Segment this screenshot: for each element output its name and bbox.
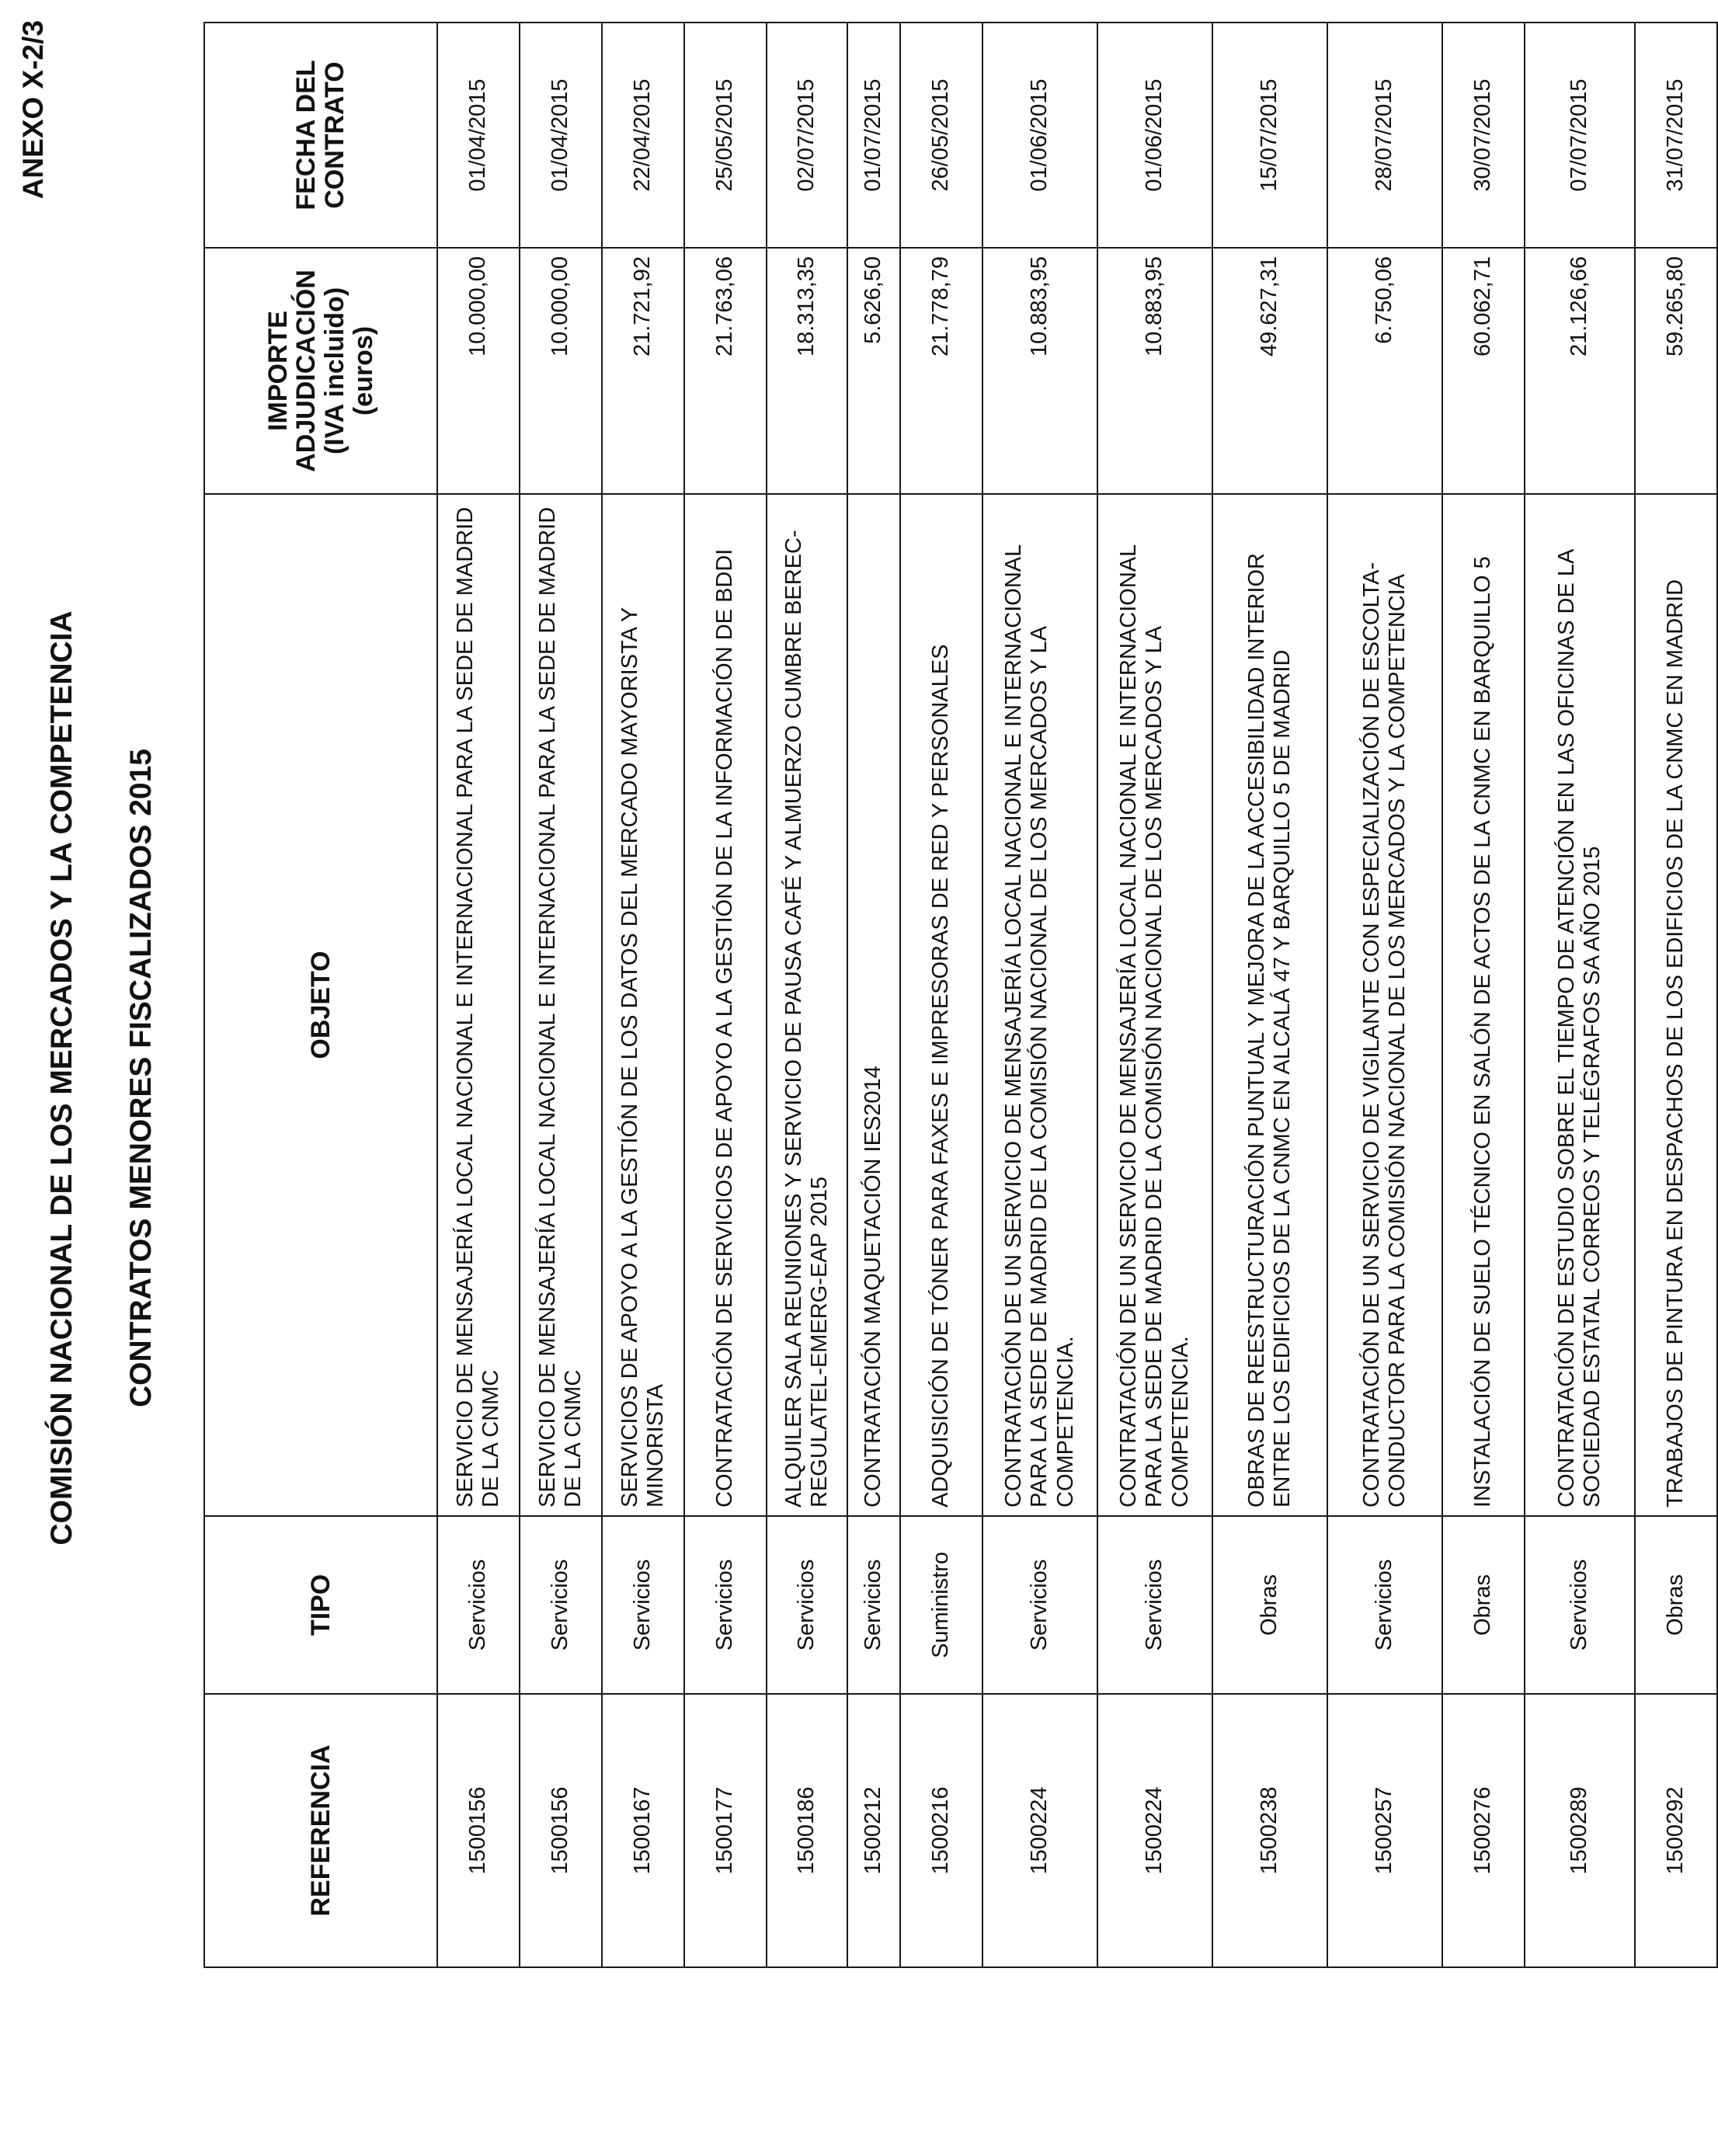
cell-objeto: ALQUILER SALA REUNIONES Y SERVICIO DE PAUSA CAFÉ Y ALMUERZO CUMBRE BEREC-REGULATEL-EMERG-EAP 2015 xyxy=(767,494,847,1516)
cell-importe: 10.000,00 xyxy=(520,248,602,494)
cell-objeto: INSTALACIÓN DE SUELO TÉCNICO EN SALÓN DE ACTOS DE LA CNMC EN BARQUILLO 5 xyxy=(1442,494,1525,1516)
cell-referencia: 1500276 xyxy=(1442,1694,1525,1967)
page-subtitle: CONTRATOS MENORES FISCALIZADOS 2015 xyxy=(124,749,158,1408)
table-row xyxy=(1097,23,1212,1967)
cell-referencia: 1500156 xyxy=(520,1694,602,1967)
cell-importe: 5.626,50 xyxy=(847,248,900,494)
cell-fecha: 25/05/2015 xyxy=(684,23,767,248)
cell-referencia: 1500238 xyxy=(1212,1694,1327,1967)
cell-referencia: 1500216 xyxy=(900,1694,982,1967)
cell-referencia: 1500186 xyxy=(767,1694,847,1967)
table-body xyxy=(437,23,1717,1967)
cell-tipo: Suministro xyxy=(900,1516,982,1694)
table-row xyxy=(684,23,767,1967)
cell-referencia: 1500167 xyxy=(602,1694,684,1967)
cell-tipo: Servicios xyxy=(602,1516,684,1694)
cell-importe: 59.265,80 xyxy=(1635,248,1717,494)
cell-objeto: CONTRATACIÓN DE UN SERVICIO DE VIGILANTE CON ESPECIALIZACIÓN DE ESCOLTA-CONDUCTOR PARA LA COMISIÓN NACIONAL DE LOS MERCADOS Y LA COMPETENCIA xyxy=(1327,494,1442,1516)
cell-importe: 21.126,66 xyxy=(1525,248,1635,494)
cell-tipo: Servicios xyxy=(684,1516,767,1694)
cell-objeto: CONTRATACIÓN DE UN SERVICIO DE MENSAJERÍA LOCAL NACIONAL E INTERNACIONAL PARA LA SEDE DE MADRID DE LA COMISIÓN NACIONAL DE LOS MERCADOS Y LA COMPETENCIA. xyxy=(1097,494,1212,1516)
cell-tipo: Obras xyxy=(1442,1516,1525,1694)
table-row xyxy=(1525,23,1635,1967)
cell-referencia: 1500224 xyxy=(982,1694,1097,1967)
cell-fecha: 01/04/2015 xyxy=(437,23,520,248)
cell-referencia: 1500257 xyxy=(1327,1694,1442,1967)
cell-fecha: 15/07/2015 xyxy=(1212,23,1327,248)
table-row xyxy=(1635,23,1717,1967)
cell-fecha: 01/06/2015 xyxy=(1097,23,1212,248)
cell-fecha: 01/06/2015 xyxy=(982,23,1097,248)
cell-referencia: 1500224 xyxy=(1097,1694,1212,1967)
contracts-table xyxy=(203,22,1718,1968)
table-header-row xyxy=(204,23,437,1967)
annex-label: ANEXO X-2/3 xyxy=(17,20,49,200)
cell-importe: 10.000,00 xyxy=(437,248,520,494)
table-row xyxy=(520,23,602,1967)
cell-importe: 18.313,35 xyxy=(767,248,847,494)
cell-objeto: OBRAS DE REESTRUCTURACIÓN PUNTUAL Y MEJORA DE LA ACCESIBILIDAD INTERIOR ENTRE LOS EDIFICIOS DE LA CNMC EN ALCALÁ 47 Y BARQUILLO 5 DE MADRID xyxy=(1212,494,1327,1516)
table-row xyxy=(900,23,982,1967)
cell-fecha: 30/07/2015 xyxy=(1442,23,1525,248)
table-row xyxy=(847,23,900,1967)
cell-fecha: 28/07/2015 xyxy=(1327,23,1442,248)
cell-objeto: SERVICIO DE MENSAJERÍA LOCAL NACIONAL E INTERNACIONAL PARA LA SEDE DE MADRID DE LA CNMC xyxy=(437,494,520,1516)
table-row xyxy=(1442,23,1525,1967)
cell-objeto: SERVICIO DE MENSAJERÍA LOCAL NACIONAL E INTERNACIONAL PARA LA SEDE DE MADRID DE LA CNMC xyxy=(520,494,602,1516)
header-fecha: FECHA DEL CONTRATO xyxy=(204,23,437,248)
table-row xyxy=(767,23,847,1967)
cell-referencia: 1500289 xyxy=(1525,1694,1635,1967)
table-row xyxy=(1212,23,1327,1967)
cell-referencia: 1500212 xyxy=(847,1694,900,1967)
cell-referencia: 1500156 xyxy=(437,1694,520,1967)
page-title: COMISIÓN NACIONAL DE LOS MERCADOS Y LA COMPETENCIA xyxy=(45,610,78,1546)
cell-fecha: 02/07/2015 xyxy=(767,23,847,248)
cell-tipo: Servicios xyxy=(847,1516,900,1694)
cell-fecha: 26/05/2015 xyxy=(900,23,982,248)
cell-referencia: 1500177 xyxy=(684,1694,767,1967)
cell-fecha: 01/07/2015 xyxy=(847,23,900,248)
cell-referencia: 1500292 xyxy=(1635,1694,1717,1967)
cell-tipo: Obras xyxy=(1635,1516,1717,1694)
cell-tipo: Servicios xyxy=(437,1516,520,1694)
cell-tipo: Obras xyxy=(1212,1516,1327,1694)
cell-tipo: Servicios xyxy=(1097,1516,1212,1694)
cell-fecha: 01/04/2015 xyxy=(520,23,602,248)
cell-objeto: CONTRATACIÓN DE UN SERVICIO DE MENSAJERÍA LOCAL NACIONAL E INTERNACIONAL PARA LA SEDE DE MADRID DE LA COMISIÓN NACIONAL DE LOS MERCADOS Y LA COMPETENCIA. xyxy=(982,494,1097,1516)
cell-objeto: SERVICIOS DE APOYO A LA GESTIÓN DE LOS DATOS DEL MERCADO MAYORISTA Y MINORISTA xyxy=(602,494,684,1516)
table-row xyxy=(437,23,520,1967)
cell-tipo: Servicios xyxy=(520,1516,602,1694)
cell-importe: 21.778,79 xyxy=(900,248,982,494)
header-importe: IMPORTE ADJUDICACIÓN (IVA incluido) (euros) xyxy=(204,248,437,494)
header-tipo: TIPO xyxy=(204,1516,437,1694)
cell-objeto: CONTRATACIÓN DE SERVICIOS DE APOYO A LA GESTIÓN DE LA INFORMACIÓN DE BDDI xyxy=(684,494,767,1516)
cell-importe: 60.062,71 xyxy=(1442,248,1525,494)
cell-tipo: Servicios xyxy=(982,1516,1097,1694)
cell-objeto: ADQUISICIÓN DE TÓNER PARA FAXES E IMPRESORAS DE RED Y PERSONALES xyxy=(900,494,982,1516)
cell-fecha: 22/04/2015 xyxy=(602,23,684,248)
cell-objeto: CONTRATACIÓN MAQUETACIÓN IES2014 xyxy=(847,494,900,1516)
table-row xyxy=(982,23,1097,1967)
cell-importe: 49.627,31 xyxy=(1212,248,1327,494)
cell-importe: 21.763,06 xyxy=(684,248,767,494)
cell-importe: 10.883,95 xyxy=(982,248,1097,494)
table-row xyxy=(1327,23,1442,1967)
cell-objeto: TRABAJOS DE PINTURA EN DESPACHOS DE LOS EDIFICIOS DE LA CNMC EN MADRID xyxy=(1635,494,1717,1516)
cell-fecha: 31/07/2015 xyxy=(1635,23,1717,248)
cell-objeto: CONTRATACIÓN DE ESTUDIO SOBRE EL TIEMPO DE ATENCIÓN EN LAS OFICINAS DE LA SOCIEDAD ESTATAL CORREOS Y TELÉGRAFOS SA AÑO 2015 xyxy=(1525,494,1635,1516)
header-objeto: OBJETO xyxy=(204,494,437,1516)
cell-importe: 21.721,92 xyxy=(602,248,684,494)
cell-tipo: Servicios xyxy=(1525,1516,1635,1694)
cell-importe: 10.883,95 xyxy=(1097,248,1212,494)
table-row xyxy=(602,23,684,1967)
cell-tipo: Servicios xyxy=(1327,1516,1442,1694)
cell-tipo: Servicios xyxy=(767,1516,847,1694)
header-referencia: REFERENCIA xyxy=(204,1694,437,1967)
cell-importe: 6.750,06 xyxy=(1327,248,1442,494)
cell-fecha: 07/07/2015 xyxy=(1525,23,1635,248)
